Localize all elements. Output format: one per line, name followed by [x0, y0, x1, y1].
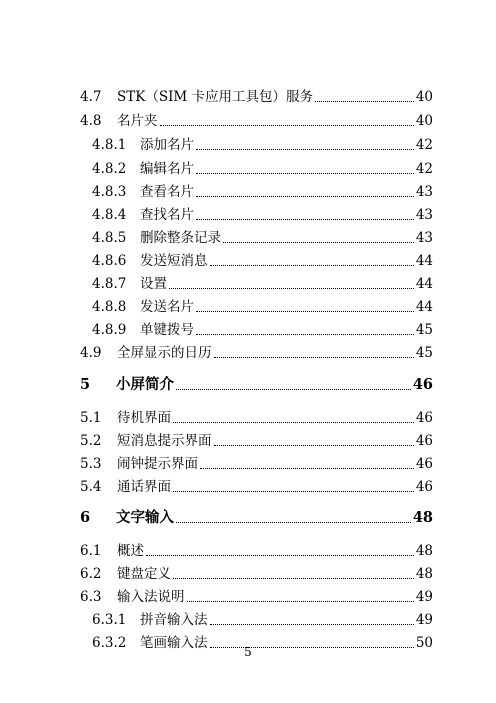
dot-leader	[200, 468, 414, 469]
dot-leader	[187, 601, 414, 602]
toc-entry[interactable]	[92, 203, 433, 223]
toc-title: 通话界面	[117, 479, 171, 495]
toc-number: 6	[80, 509, 91, 526]
toc-entry[interactable]	[80, 475, 433, 495]
dot-leader	[196, 219, 414, 220]
dot-leader	[214, 445, 414, 446]
toc-title: 输入法说明	[117, 589, 185, 605]
dot-leader	[176, 389, 411, 390]
toc-page-number: 45	[415, 345, 433, 361]
dot-leader	[214, 357, 414, 358]
toc-page-number: 42	[415, 137, 433, 153]
toc-title: 笔画输入法	[140, 635, 208, 651]
toc-page-number: 46	[412, 376, 433, 393]
toc-title: 全屏显示的日历	[117, 345, 212, 361]
toc-title: 待机界面	[117, 410, 171, 426]
toc-number: 4.8.4	[92, 207, 127, 223]
toc-number: 4.8.9	[92, 322, 127, 338]
toc-number: 5.4	[80, 479, 102, 495]
toc-title: STK（SIM 卡应用工具包）服务	[117, 89, 314, 105]
toc-entry[interactable]	[92, 226, 433, 246]
toc-title: 概述	[117, 543, 144, 559]
toc-page-number: 43	[415, 207, 433, 223]
toc-number: 4.8.2	[92, 161, 127, 177]
toc-entry[interactable]	[80, 109, 433, 129]
dot-leader	[196, 196, 414, 197]
toc-entry[interactable]	[80, 452, 433, 472]
toc-number: 4.9	[80, 345, 102, 361]
dot-leader	[146, 555, 414, 556]
toc-title: 单键拨号	[140, 322, 194, 338]
toc-page-number: 48	[412, 509, 433, 526]
toc-entry[interactable]	[92, 157, 433, 177]
dot-leader	[210, 624, 414, 625]
toc-entry[interactable]	[80, 562, 433, 582]
dot-leader	[315, 101, 414, 102]
toc-entry[interactable]	[80, 429, 433, 449]
toc-number: 4.8.1	[92, 137, 127, 153]
toc-page-number: 42	[415, 161, 433, 177]
toc-page-number: 44	[415, 299, 433, 315]
dot-leader	[173, 422, 414, 423]
toc-title: 查看名片	[140, 184, 194, 200]
toc-title: 小屏简介	[116, 376, 174, 393]
toc-title: 名片夹	[117, 113, 158, 129]
toc-page-number: 45	[415, 322, 433, 338]
toc-entry[interactable]	[80, 406, 433, 426]
toc-entry[interactable]	[80, 585, 433, 605]
toc-page-number: 44	[415, 276, 433, 292]
toc-title: 文字输入	[116, 509, 174, 526]
toc-entry[interactable]	[80, 341, 433, 361]
dot-leader	[196, 173, 414, 174]
toc-entry[interactable]	[92, 295, 433, 315]
toc-entry[interactable]	[80, 539, 433, 559]
toc-number: 4.8.3	[92, 184, 127, 200]
toc-number: 4.8.5	[92, 230, 127, 246]
toc-title: 键盘定义	[117, 566, 171, 582]
dot-leader	[223, 242, 414, 243]
toc-number: 5.1	[80, 410, 102, 426]
dot-leader	[173, 491, 414, 492]
toc-page-number: 48	[415, 566, 433, 582]
toc-number: 5.2	[80, 433, 102, 449]
toc-number: 5	[80, 376, 91, 393]
dot-leader	[173, 578, 414, 579]
dot-leader	[160, 125, 414, 126]
toc-page-number: 43	[415, 184, 433, 200]
dot-leader	[196, 149, 414, 150]
toc-entry[interactable]	[92, 133, 433, 153]
toc-entry[interactable]	[80, 85, 433, 105]
dot-leader	[196, 334, 414, 335]
toc-title: 设置	[140, 276, 167, 292]
toc-number: 6.3	[80, 589, 102, 605]
toc-title: 短消息提示界面	[117, 433, 212, 449]
toc-title: 发送短消息	[140, 253, 208, 269]
toc-entry[interactable]	[92, 249, 433, 269]
toc-number: 6.3.2	[92, 635, 127, 651]
toc-number: 6.1	[80, 543, 102, 559]
toc-title: 发送名片	[140, 299, 194, 315]
toc-page-number: 46	[415, 433, 433, 449]
toc-page-number: 43	[415, 230, 433, 246]
toc-chapter-entry[interactable]	[80, 506, 433, 526]
toc-entry[interactable]	[92, 272, 433, 292]
toc-chapter-entry[interactable]	[80, 373, 433, 393]
toc-page-number: 50	[415, 635, 433, 651]
toc-entry[interactable]	[92, 608, 433, 628]
toc-page-number: 46	[415, 456, 433, 472]
toc-number: 6.3.1	[92, 612, 127, 628]
toc-number: 4.8.6	[92, 253, 127, 269]
toc-number: 6.2	[80, 566, 102, 582]
toc-number: 5.3	[80, 456, 102, 472]
toc-page-number: 46	[415, 410, 433, 426]
toc-title: 添加名片	[140, 137, 194, 153]
toc-title: 编辑名片	[140, 161, 194, 177]
toc-page-number: 44	[415, 253, 433, 269]
toc-number: 4.7	[80, 89, 102, 105]
toc-title: 拼音输入法	[140, 612, 208, 628]
dot-leader	[210, 265, 414, 266]
dot-leader	[196, 311, 414, 312]
toc-title: 闹钟提示界面	[117, 456, 198, 472]
toc-number: 4.8.7	[92, 276, 127, 292]
page-footer-number: 5	[244, 645, 252, 659]
toc-page-number: 49	[415, 589, 433, 605]
toc-page-number: 46	[415, 479, 433, 495]
dot-leader	[176, 522, 411, 523]
toc-title: 删除整条记录	[140, 230, 221, 246]
toc-page-number: 49	[415, 612, 433, 628]
toc-title: 查找名片	[140, 207, 194, 223]
toc-number: 4.8	[80, 113, 102, 129]
toc-page-number: 40	[415, 89, 433, 105]
dot-leader	[169, 288, 414, 289]
toc-entry[interactable]	[92, 318, 433, 338]
toc-entry[interactable]	[92, 180, 433, 200]
toc-page-number: 40	[415, 113, 433, 129]
toc-page-number: 48	[415, 543, 433, 559]
toc-number: 4.8.8	[92, 299, 127, 315]
